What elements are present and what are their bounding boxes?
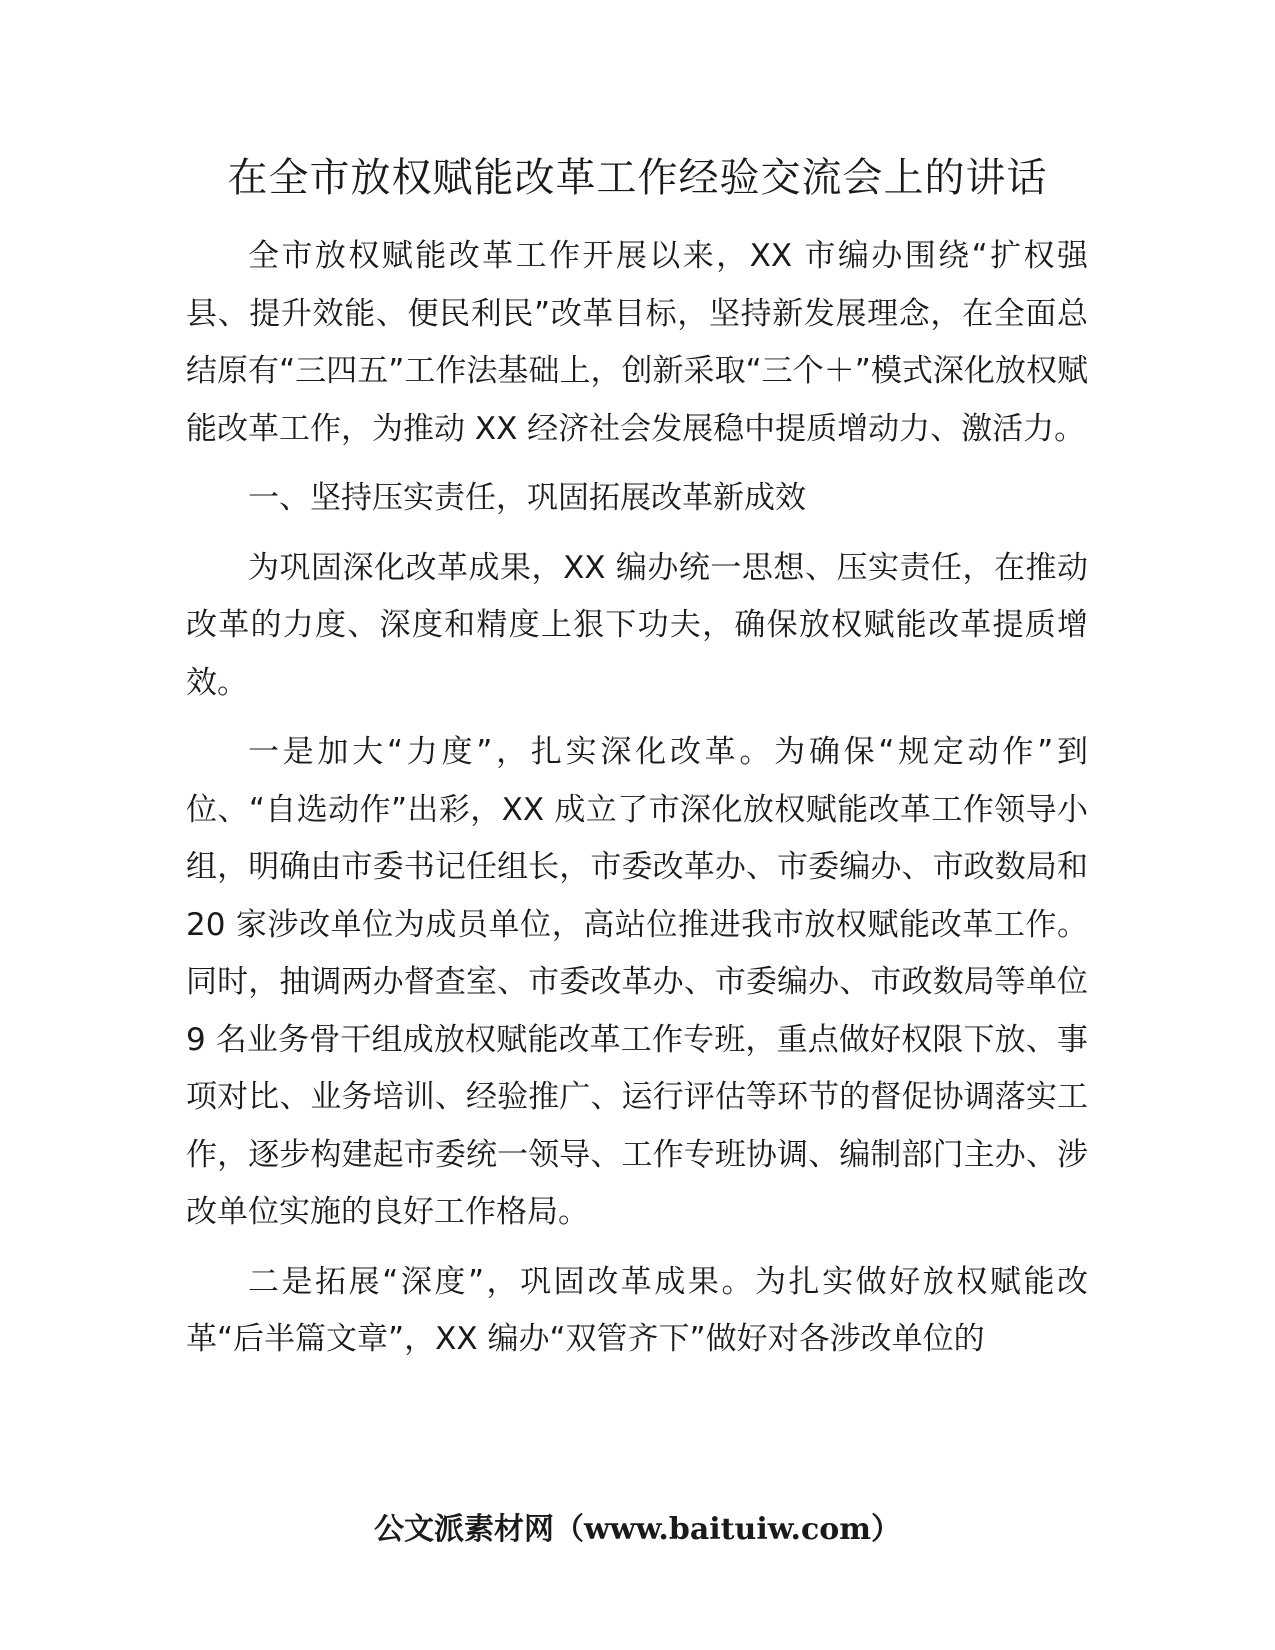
paragraph-point-1: 一是加大“力度”，扎实深化改革。为确保“规定动作”到位、“自选动作”出彩，XX 成立了市深化放权赋能改革工作领导小组，明确由市委书记任组长，市委改革办、市委编办、市政数局和 20 家涉改单位为成员单位，高站位推进我市放权赋能改革工作。同时，抽调两办督查室、市委改革办、市委编办、市政数局等单位 9 名业务骨干组成放权赋能改革工作专班，重点做好权限下放、事项对比、业务培训、经验推广、运行评估等环节的督促协调落实工作，逐步构建起市委统一领导、工作专班协调、编制部门主办、涉改单位实施的良好工作格局。 xyxy=(186,734,1088,1230)
section-heading-1: 一、坚持压实责任，巩固拓展改革新成效 xyxy=(248,480,806,516)
document-title: 在全市放权赋能改革工作经验交流会上的讲话 xyxy=(227,155,1048,201)
paragraph-section-1-intro: 为巩固深化改革成果，XX 编办统一思想、压实责任，在推动改革的力度、深度和精度上狠下功夫，确保放权赋能改革提质增效。 xyxy=(186,549,1088,701)
paragraph-intro: 全市放权赋能改革工作开展以来，XX 市编办围绕“扩权强县、提升效能、便民利民”改革目标，坚持新发展理念，在全面总结原有“三四五”工作法基础上，创新采取“三个＋”模式深化放权赋能改革工作，为推动 XX 经济社会发展稳中提质增动力、激活力。 xyxy=(186,238,1088,447)
paragraph-point-2: 二是拓展“深度”，巩固改革成果。为扎实做好放权赋能改革“后半篇文章”，XX 编办“双管齐下”做好对各涉改单位的 xyxy=(186,1263,1088,1357)
document-body xyxy=(186,228,1088,1381)
footer-watermark: 公文派素材网（www.baituiw.com） xyxy=(373,1512,902,1547)
